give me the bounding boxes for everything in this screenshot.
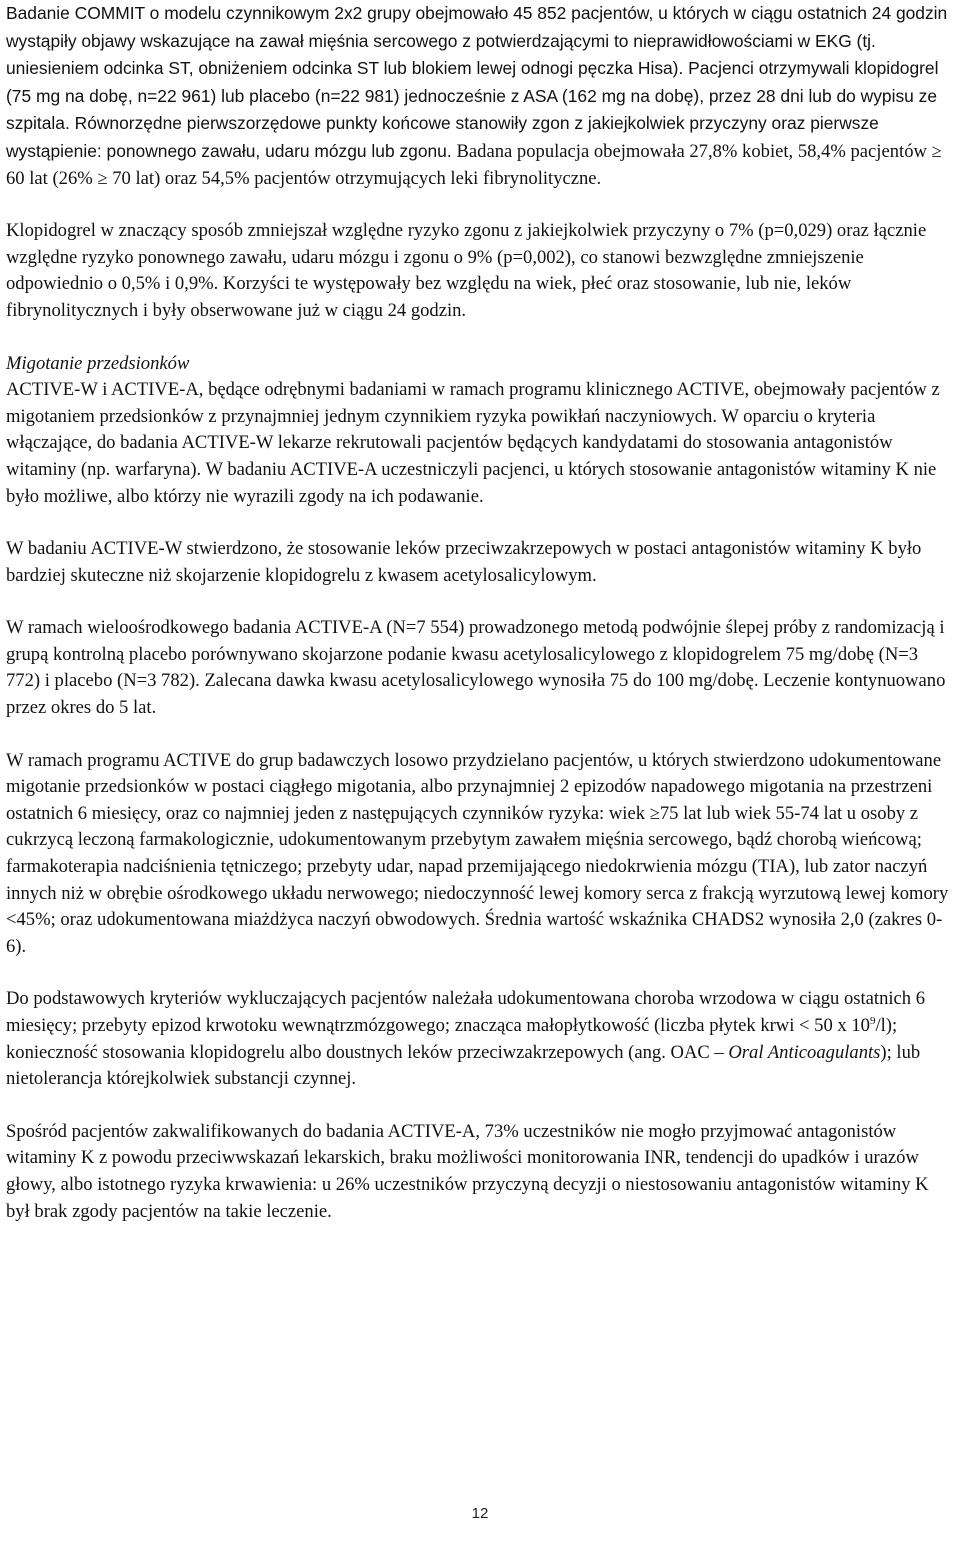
- section-heading: Migotanie przedsionków: [6, 352, 190, 374]
- text-run: ACTIVE-W i ACTIVE-A, będące odrębnymi badaniami w ramach programu klinicznego ACTIVE, obejmowały pacjentów z migotaniem przedsionków z przynajmniej jednym czynnikiem ryzyka powikłań naczyniowych. W oparciu o kryteria włączające, do badania ACTIVE-W lekarze rekrutowali pacjentów będących kandydatami do stosowania antagonistów witaminy (np. warfaryna). W badaniu ACTIVE-A uczestniczyli pacjenci, u których stosowanie antagonistów witaminy K nie było możliwe, albo którzy nie wyrazili zgody na ich podawanie.: [6, 379, 940, 507]
- paragraph-clopidogrel-results: [6, 218, 954, 324]
- text-run: ); lub nietolerancja którejkolwiek substancji czynnej.: [6, 1041, 921, 1090]
- paragraph-active-program: [6, 748, 954, 961]
- italic-term: Oral Anticoagulants: [728, 1041, 881, 1063]
- paragraph-active-a-qualified: [6, 1119, 954, 1225]
- text-run: Spośród pacjentów zakwalifikowanych do badania ACTIVE-A, 73% uczestników nie mogło przyjmować antagonistów witaminy K z powodu przeciwwskazań lekarskich, braku możliwości monitorowania INR, tendencji do upadków i urazów głowy, albo istotnego ryzyka krwawienia: u 26% uczestników przyczyną decyzji o niestosowaniu antagonistów witaminy K był brak zgody pacjentów na takie leczenie.: [6, 1120, 929, 1222]
- paragraph-active-w: [6, 536, 954, 589]
- text-run: Klopidogrel w znaczący sposób zmniejszał względne ryzyko zgonu z jakiejkolwiek przyczyny o 7% (p=0,029) oraz łącznie względne ryzyko ponownego zawału, udaru mózgu i zgonu o 9% (p=0,002), co stanowi bezwzględne zmniejszenie odpowiednio o 0,5% i 0,9%. Korzyści te występowały bez względu na wiek, płeć oraz stosowanie, lub nie, leków fibrynolitycznych i były obserwowane już w ciągu 24 godzin.: [6, 220, 927, 321]
- text-run: Badana populacja obejmowała 27,8% kobiet, 58,4% pacjentów ≥ 60 lat (26% ≥ 70 lat) oraz 54,5% pacjentów otrzymujących leki fibrynolityczne.: [6, 140, 942, 189]
- text-run: W ramach programu ACTIVE do grup badawczych losowo przydzielano pacjentów, u których stwierdzono udokumentowane migotanie przedsionków w postaci ciągłego migotania, albo przynajmniej 2 epizodów napadowego migotania na przestrzeni ostatnich 6 miesięcy, oraz co najmniej jeden z następujących czynników ryzyka: wiek ≥75 lat lub wiek 55-74 lat u osoby z cukrzycą leczoną farmakologicznie, udokumentowanym przebytym zawałem mięśnia sercowego, bądź chorobą wieńcową; farmakoterapia nadciśnienia tętniczego; przebyty udar, napad przemijającego niedokrwienia mózgu (TIA), lub zator naczyń innych niż w obrębie ośrodkowego układu nerwowego; niedoczynność lewej komory serca z frakcją wyrzutową lewej komory <45%; oraz udokumentowana miażdżyca naczyń obwodowych. Średnia wartość wskaźnika CHADS2 wynosiła 2,0 (zakres 0-6).: [6, 749, 949, 957]
- page-number: 12: [471, 1505, 489, 1522]
- paragraph-commit: [6, 0, 954, 192]
- paragraph-exclusion-criteria: [6, 986, 954, 1092]
- paragraph-active-a: [6, 615, 954, 721]
- text-run: Równorzędne pierwszorzędowe punkty końcowe stanowiły zgon z jakiejkolwiek przyczyny oraz pierwsze wystąpienie: ponownego zawału, udaru mózgu lub zgonu.: [6, 113, 879, 161]
- document-page: [6, 0, 954, 1225]
- text-run: W ramach wieloośrodkowego badania ACTIVE-A (N=7 554) prowadzonego metodą podwójnie ślepej próby z randomizacją i grupą kontrolną placebo porównywano skojarzone podanie kwasu acetylosalicylowego z klopidogrelem 75 mg/dobę (N=3 772) i placebo (N=3 782). Zalecana dawka kwasu acetylosalicylowego wynosiła 75 do 100 mg/dobę. Leczenie kontynuowano przez okres do 5 lat.: [6, 617, 946, 719]
- text-run: Pacjenci otrzymywali klopidogrel (75 mg na dobę, n=22 961) lub placebo (n=22 981) jednocześnie z ASA (162 mg na dobę), przez 28 dni lub do wypisu ze szpitala.: [6, 58, 939, 134]
- text-run: Do podstawowych kryteriów wykluczających pacjentów należała udokumentowana choroba wrzodowa w ciągu ostatnich 6 miesięcy; przebyty epizod krwotoku wewnątrzmózgowego; znacząca małopłytkowość (liczba płytek krwi < 50 x 10: [6, 988, 926, 1036]
- text-run: W badaniu ACTIVE-W stwierdzono, że stosowanie leków przeciwzakrzepowych w postaci antagonistów witaminy K było bardziej skuteczne niż skojarzenie klopidogrelu z kwasem acetylosalicylowym.: [6, 538, 922, 586]
- paragraph-active-intro: [6, 377, 954, 510]
- superscript-exponent: 9: [869, 1014, 876, 1027]
- text-run: /l); konieczność stosowania klopidogrelu albo doustnych leków przeciwzakrzepowych (ang. OAC –: [6, 1015, 898, 1063]
- text-run: Badanie COMMIT o modelu czynnikowym 2x2 grupy obejmowało 45 852 pacjentów, u których w ciągu ostatnich 24 godzin wystąpiły objawy wskazujące na zawał mięśnia sercowego z potwierdzającymi to nieprawidłowościami w EKG (tj. uniesieniem odcinka ST, obniżeniem odcinka ST lub blokiem lewej odnogi pęczka Hisa).: [6, 3, 948, 79]
